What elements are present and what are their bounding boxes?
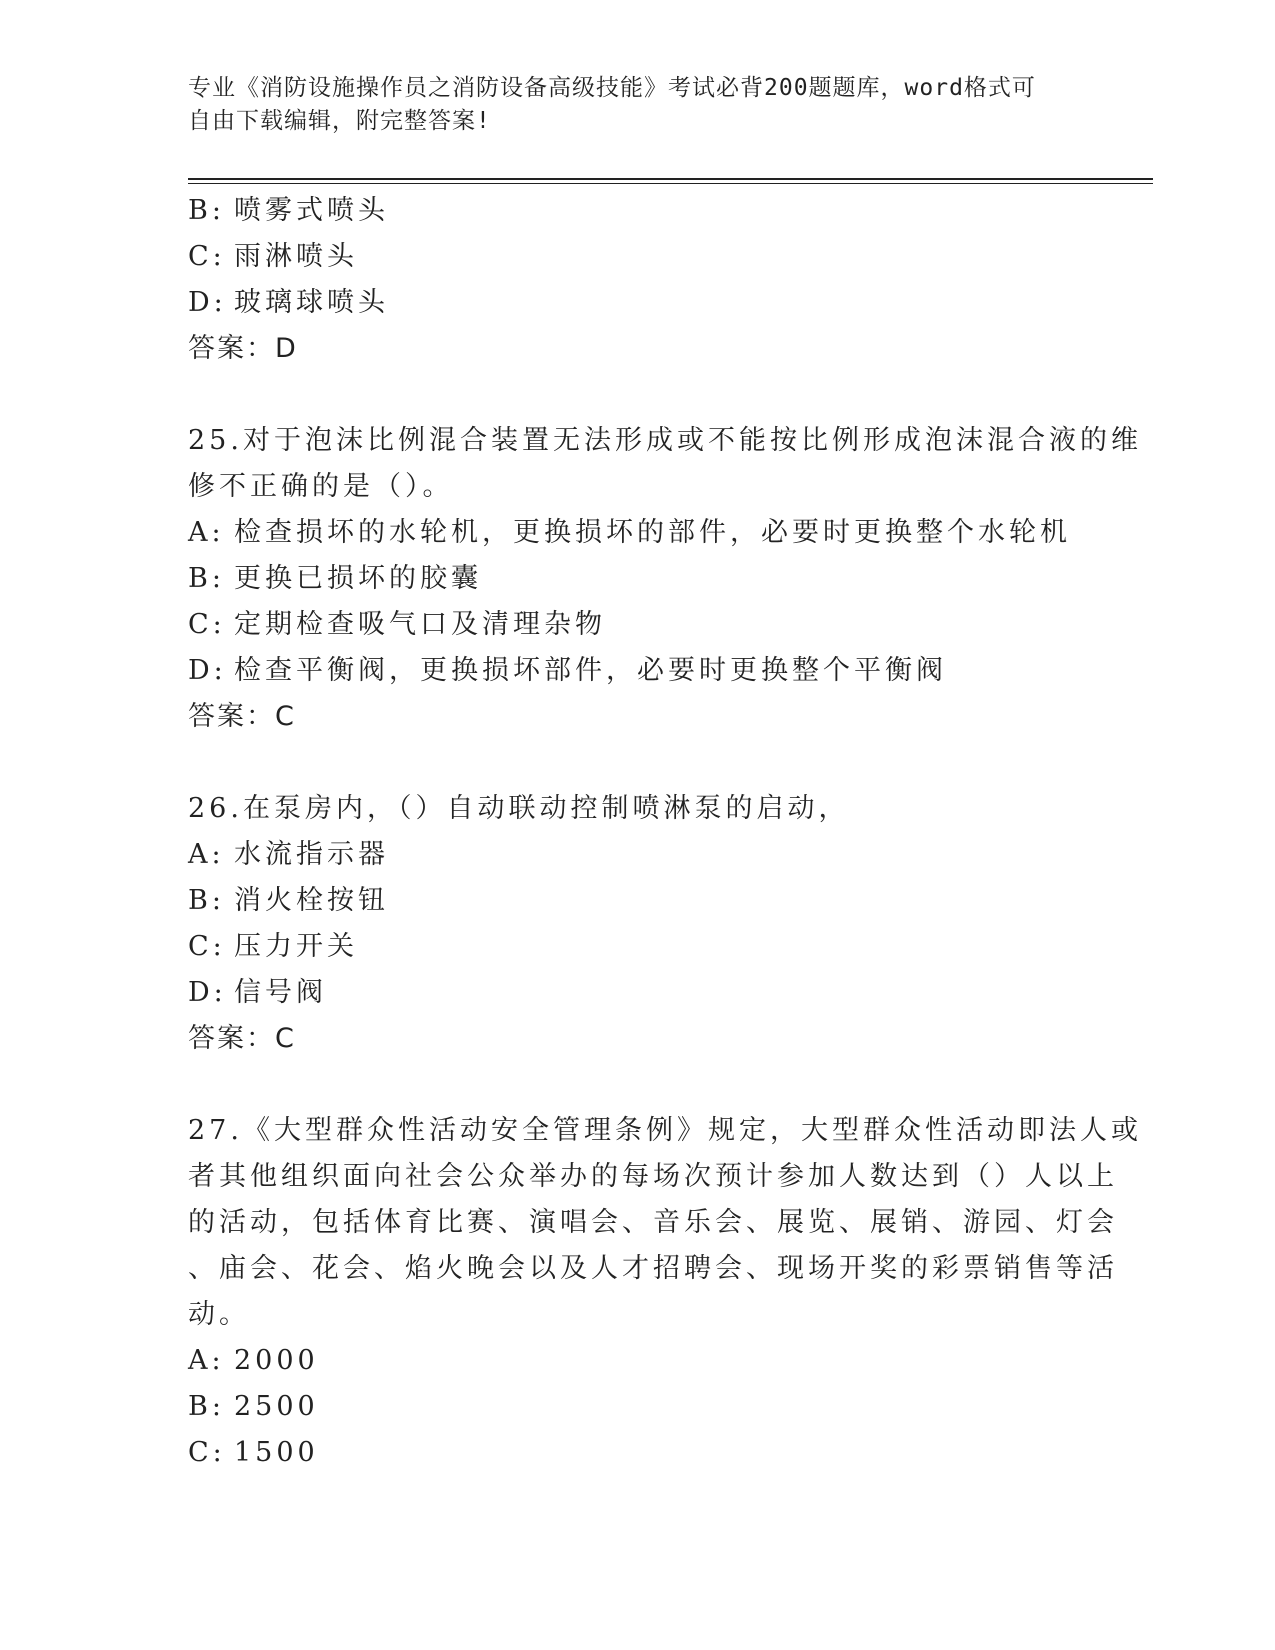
option-label: A: xyxy=(188,839,225,870)
option-b xyxy=(188,1384,1088,1430)
option-label: D: xyxy=(188,655,227,686)
header-divider-thick xyxy=(188,178,1153,180)
question-stem-line: 的活动，包括体育比赛、演唱会、音乐会、展览、展销、游园、灯会 xyxy=(188,1207,1118,1238)
question-27 xyxy=(188,1108,1142,1476)
question-stem-line: 修不正确的是（）。 xyxy=(188,471,454,502)
option-label: B: xyxy=(188,1391,225,1422)
option-c xyxy=(188,234,1088,280)
option-d xyxy=(188,970,1088,1016)
question-stem-line: 25.对于泡沫比例混合装置无法形成或不能按比例形成泡沫混合液的维 xyxy=(188,425,1142,456)
option-text: 2500 xyxy=(234,1391,319,1422)
option-label: C: xyxy=(188,1437,226,1468)
option-label: D: xyxy=(188,977,227,1008)
answer-line: 答案：C xyxy=(188,701,296,732)
option-b xyxy=(188,556,1088,602)
option-d xyxy=(188,280,1088,326)
option-label: D: xyxy=(188,287,227,318)
spacer xyxy=(188,372,1088,418)
option-text: 更换已损坏的胶囊 xyxy=(234,563,482,594)
option-c xyxy=(188,1430,1088,1476)
question-26 xyxy=(188,786,1088,1062)
option-text: 2000 xyxy=(234,1345,319,1376)
option-b xyxy=(188,878,1088,924)
question-25 xyxy=(188,418,1142,740)
question-24-tail xyxy=(188,188,1088,372)
option-text: 压力开关 xyxy=(234,931,358,962)
document-header xyxy=(188,72,1068,138)
option-a xyxy=(188,510,1088,556)
option-label: B: xyxy=(188,195,225,226)
option-a xyxy=(188,1338,1088,1384)
question-stem-line: 动。 xyxy=(188,1299,250,1330)
option-b xyxy=(188,188,1088,234)
option-text: 1500 xyxy=(234,1437,319,1468)
option-text: 喷雾式喷头 xyxy=(234,195,389,226)
option-label: C: xyxy=(188,931,226,962)
option-c xyxy=(188,924,1088,970)
option-label: B: xyxy=(188,885,225,916)
answer-line: 答案：D xyxy=(188,333,298,364)
option-text: 玻璃球喷头 xyxy=(234,287,389,318)
option-d xyxy=(188,648,1088,694)
question-stem-line: 26.在泵房内，（）自动联动控制喷淋泵的启动， xyxy=(188,793,850,824)
header-line-2: 自由下载编辑，附完整答案! xyxy=(188,108,491,134)
option-label: A: xyxy=(188,1345,225,1376)
option-text: 信号阀 xyxy=(234,977,327,1008)
spacer xyxy=(188,1062,1088,1108)
question-list xyxy=(188,188,1142,1476)
question-stem-line: 27.《大型群众性活动安全管理条例》规定，大型群众性活动即法人或 xyxy=(188,1115,1142,1146)
option-text: 消火栓按钮 xyxy=(234,885,389,916)
option-text: 检查损坏的水轮机，更换损坏的部件，必要时更换整个水轮机 xyxy=(234,517,1071,548)
option-label: B: xyxy=(188,563,225,594)
option-c xyxy=(188,602,1088,648)
option-text: 定期检查吸气口及清理杂物 xyxy=(234,609,606,640)
answer-line: 答案：C xyxy=(188,1023,296,1054)
option-a xyxy=(188,832,1088,878)
option-text: 水流指示器 xyxy=(234,839,389,870)
option-text: 检查平衡阀，更换损坏部件，必要时更换整个平衡阀 xyxy=(234,655,947,686)
option-label: A: xyxy=(188,517,225,548)
spacer xyxy=(188,740,1088,786)
option-label: C: xyxy=(188,241,226,272)
option-text: 雨淋喷头 xyxy=(234,241,358,272)
question-stem-line: 者其他组织面向社会公众举办的每场次预计参加人数达到（）人以上 xyxy=(188,1161,1118,1192)
header-line-1: 专业《消防设施操作员之消防设备高级技能》考试必背200题题库，word格式可 xyxy=(188,75,1036,101)
option-label: C: xyxy=(188,609,226,640)
header-divider-thin xyxy=(188,183,1153,184)
question-stem-line: 、庙会、花会、焰火晚会以及人才招聘会、现场开奖的彩票销售等活 xyxy=(188,1253,1118,1284)
